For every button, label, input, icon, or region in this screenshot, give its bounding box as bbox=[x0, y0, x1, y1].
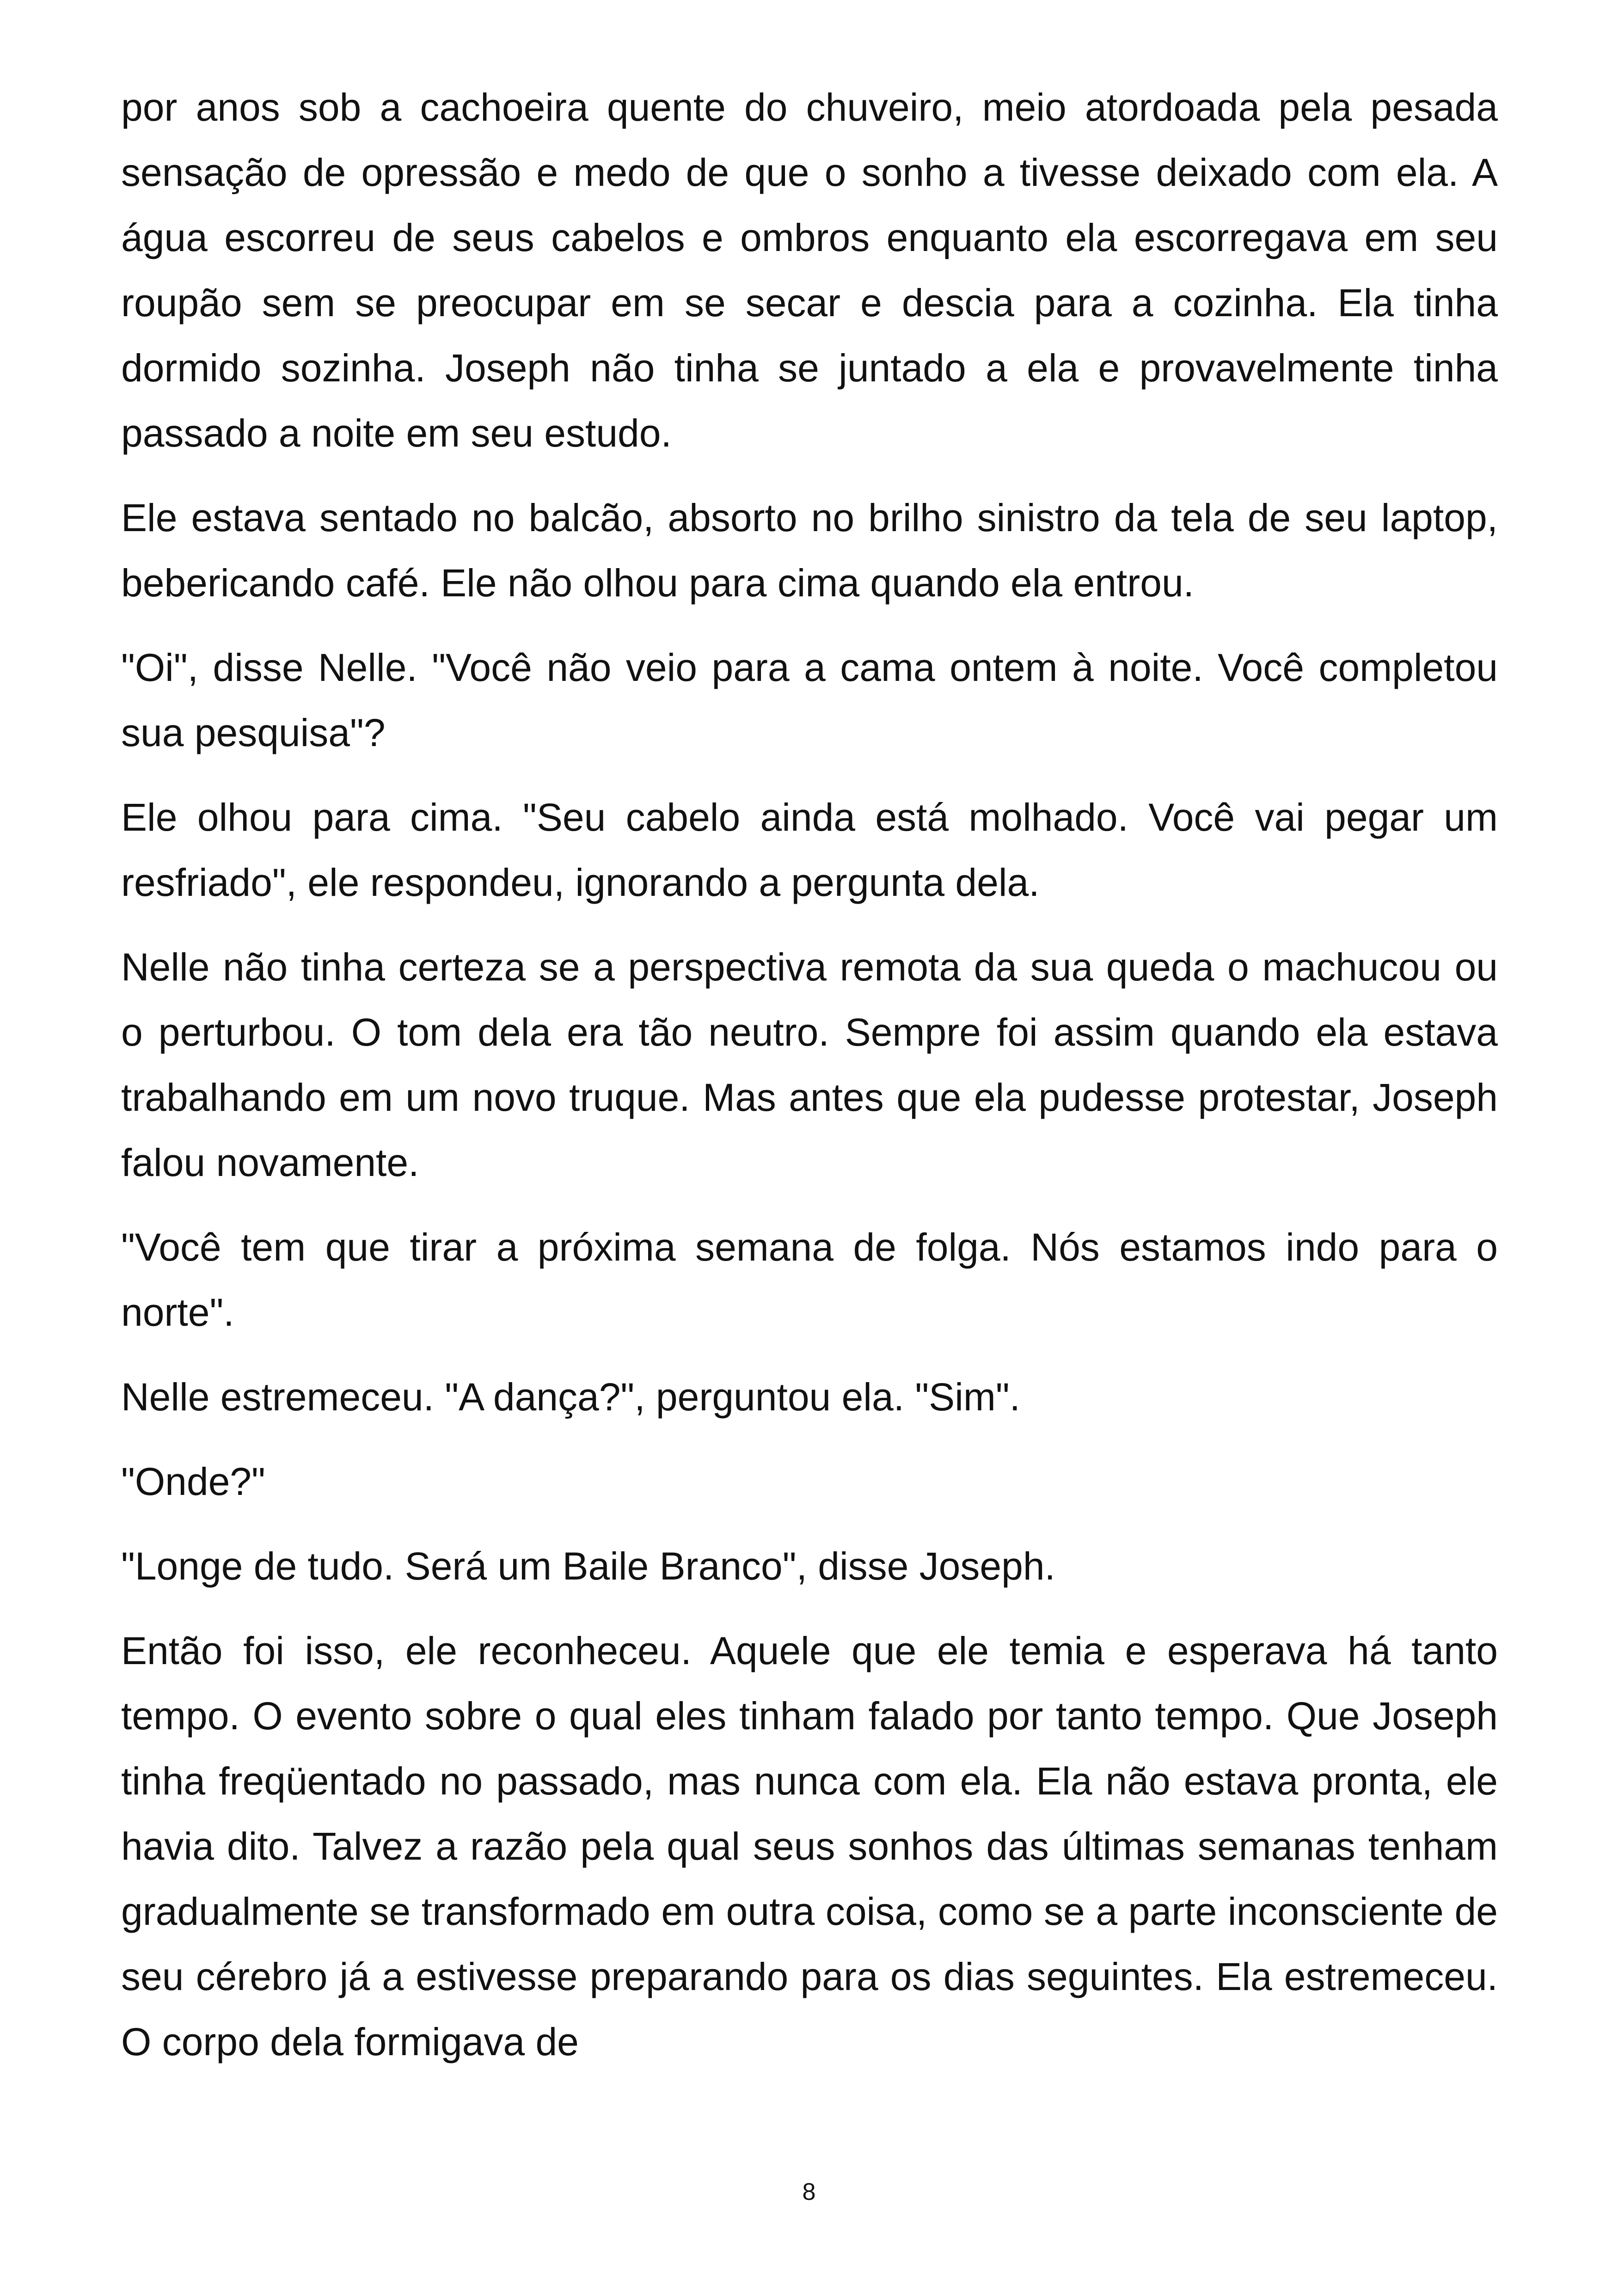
paragraph: por anos sob a cachoeira quente do chuveiro, meio atordoada pela pesada sensação de opressão e medo de que o sonho a tivesse deixado com ela. A água escorreu de seus cabelos e ombros enquanto ela escorregava em seu roupão sem se preocupar em se secar e descia para a cozinha. Ela tinha dormido sozinha. Joseph não tinha se juntado a ela e provavelmente tinha passado a noite em seu estudo. bbox=[121, 86, 1498, 455]
paragraph: "Onde?" bbox=[121, 1460, 265, 1503]
paragraph: "Oi", disse Nelle. "Você não veio para a cama ontem à noite. Você completou sua pesquisa"? bbox=[121, 646, 1498, 754]
paragraph: Nelle estremeceu. "A dança?", perguntou ela. "Sim". bbox=[121, 1375, 1021, 1419]
paragraph: Então foi isso, ele reconheceu. Aquele que ele temia e esperava há tanto tempo. O evento sobre o qual eles tinham falado por tanto tempo. Que Joseph tinha freqüentado no passado, mas nunca com ela. Ela não estava pronta, ele havia dito. Talvez a razão pela qual seus sonhos das últimas semanas tenham gradualmente se transformado em outra coisa, como se a parte inconsciente de seu cérebro já a estivesse preparando para os dias seguintes. Ela estremeceu. O corpo dela formigava de bbox=[121, 1629, 1498, 2063]
paragraph: Ele olhou para cima. "Seu cabelo ainda está molhado. Você vai pegar um resfriado", ele respondeu, ignorando a pergunta dela. bbox=[121, 796, 1498, 904]
paragraph: "Você tem que tirar a próxima semana de folga. Nós estamos indo para o norte". bbox=[121, 1225, 1498, 1334]
paragraph: "Longe de tudo. Será um Baile Branco", disse Joseph. bbox=[121, 1544, 1055, 1588]
paragraph: Ele estava sentado no balcão, absorto no brilho sinistro da tela de seu laptop, bebericando café. Ele não olhou para cima quando ela entrou. bbox=[121, 496, 1498, 605]
page-number: 8 bbox=[802, 2179, 816, 2205]
body-text bbox=[121, 75, 1498, 2075]
paragraph: Nelle não tinha certeza se a perspectiva remota da sua queda o machucou ou o perturbou. O tom dela era tão neutro. Sempre foi assim quando ela estava trabalhando em um novo truque. Mas antes que ela pudesse protestar, Joseph falou novamente. bbox=[121, 945, 1498, 1184]
